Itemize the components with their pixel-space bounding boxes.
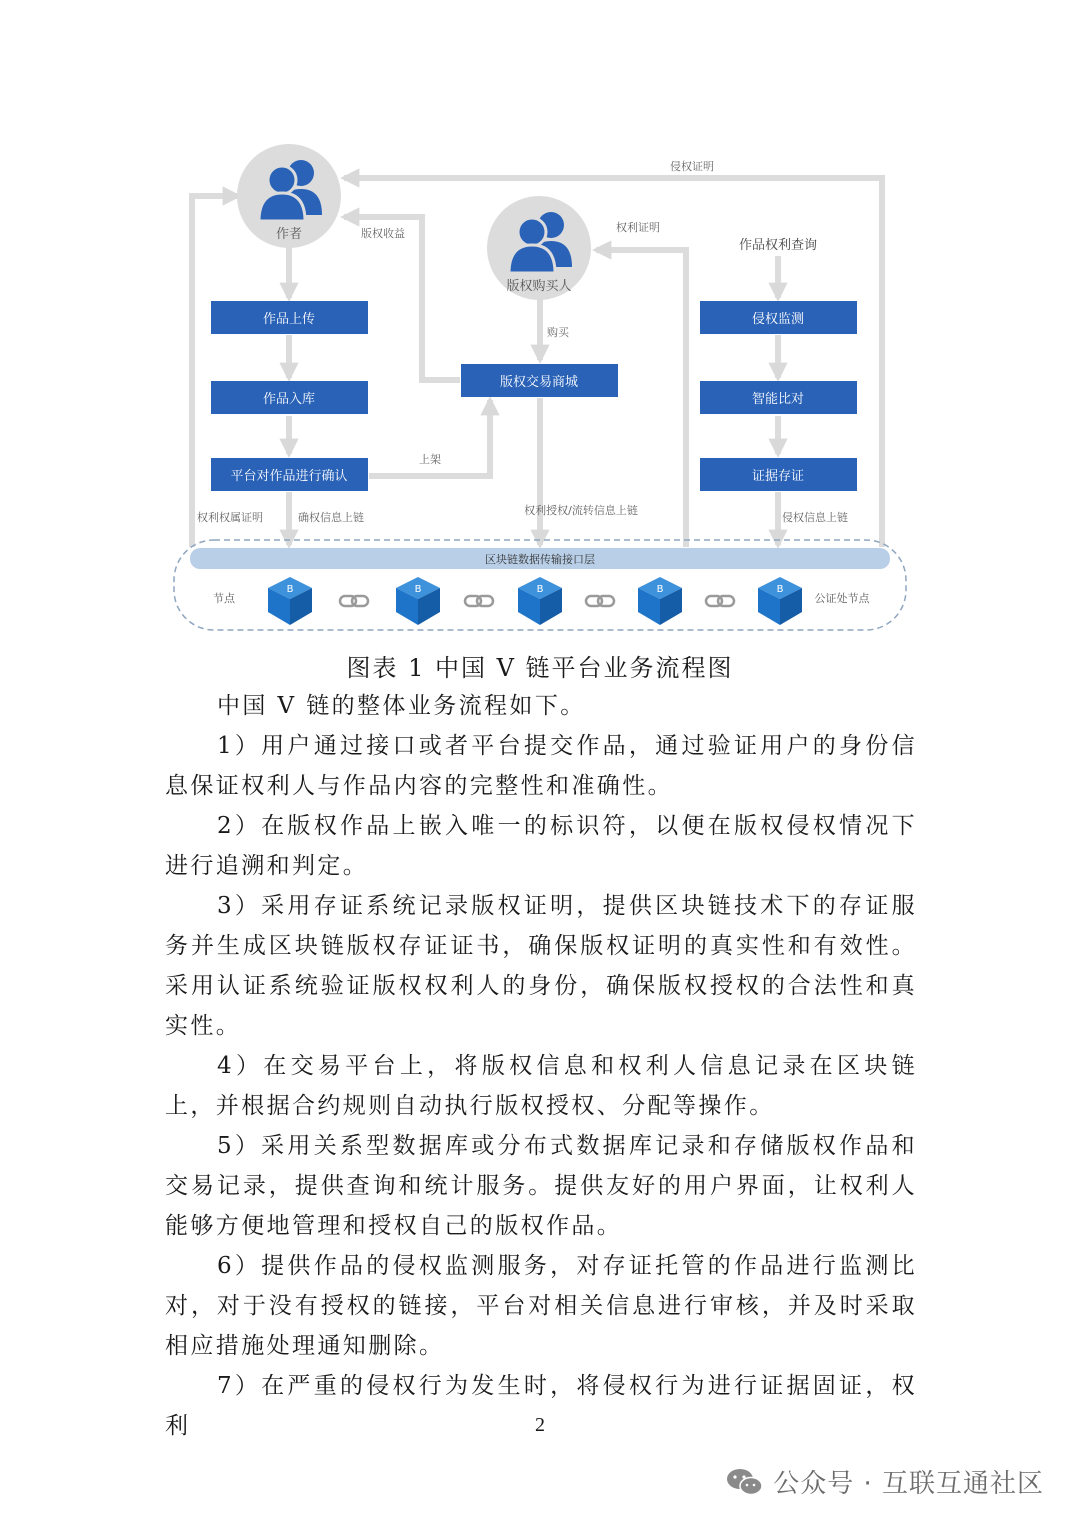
upload-box xyxy=(211,301,368,334)
blockchain-nodes xyxy=(268,577,802,625)
author-label: 作者 xyxy=(275,227,303,242)
copyright-income-label: 版权收益 xyxy=(361,227,405,240)
business-flow-diagram xyxy=(0,0,1080,640)
block-letter: B xyxy=(286,584,294,595)
arrow-rights-ownership xyxy=(192,196,238,547)
arrow-rights-proof xyxy=(596,250,686,547)
svg-text:作品入库: 作品入库 xyxy=(262,392,316,407)
query-label: 作品权利查询 xyxy=(738,238,818,253)
block-letter: B xyxy=(776,584,784,595)
svg-text:平台对作品进行确认: 平台对作品进行确认 xyxy=(230,469,348,484)
chain-link-icon xyxy=(340,596,368,606)
author-node xyxy=(237,144,341,248)
rights-proof-label: 权利证明 xyxy=(616,221,660,234)
purchase-label: 购买 xyxy=(547,326,569,339)
page-number: 2 xyxy=(535,1414,545,1436)
block-cube-icon xyxy=(758,577,802,625)
buyer-node xyxy=(487,196,591,300)
copyright-info-chain-label: 确权信息上链 xyxy=(298,511,364,524)
chain-link-icon xyxy=(586,596,614,606)
paragraph: 3）采用存证系统记录版权证明，提供区块链技术下的存证服务并生成区块链版权存证证书，确保版权证明的真实性和有效性。采用认证系统验证版权权利人的身份，确保版权授权的合法性和真实性。 xyxy=(165,893,917,1039)
paragraph: 4）在交易平台上，将版权信息和权利人信息记录在区块链上，并根据合约规则自动执行版权授权、分配等操作。 xyxy=(165,1053,917,1119)
svg-text:区块链数据传输接口层: 区块链数据传输接口层 xyxy=(485,553,595,566)
watermark-text: 公众号 · 互联互通社区 xyxy=(773,1469,1044,1499)
mall-box xyxy=(461,364,618,397)
block-letter: B xyxy=(536,584,544,595)
block-cube-icon xyxy=(396,577,440,625)
block-letter: B xyxy=(414,584,422,595)
node-label: 节点 xyxy=(213,592,235,605)
block-letter: B xyxy=(656,584,664,595)
paragraph: 1）用户通过接口或者平台提交作品，通过验证用户的身份信息保证权利人与作品内容的完整性和准确性。 xyxy=(165,733,917,799)
listing-label: 上架 xyxy=(419,453,441,466)
chain-link-icon xyxy=(706,596,734,606)
arrow-copyright-income xyxy=(344,217,460,380)
license-circulation-label: 权利授权/流转信息上链 xyxy=(524,504,638,517)
chain-link-icon xyxy=(465,596,493,606)
body-text xyxy=(165,686,917,1446)
block-cube-icon xyxy=(638,577,682,625)
block-cube-icon xyxy=(268,577,312,625)
notary-node-label: 公证处节点 xyxy=(814,592,870,605)
svg-text:智能比对: 智能比对 xyxy=(751,392,805,407)
paragraph: 5）采用关系型数据库或分布式数据库记录和存储版权作品和交易记录，提供查询和统计服务。提供友好的用户界面，让权利人能够方便地管理和授权自己的版权作品。 xyxy=(165,1133,917,1239)
figure-caption: 图表 1 中国 V 链平台业务流程图 xyxy=(346,654,734,682)
confirm-box xyxy=(211,458,368,491)
buyer-label: 版权购买人 xyxy=(506,279,572,294)
rights-ownership-label: 权利权属证明 xyxy=(197,511,263,524)
paragraph: 2）在版权作品上嵌入唯一的标识符，以便在版权侵权情况下进行追溯和判定。 xyxy=(165,813,917,879)
svg-text:证据存证: 证据存证 xyxy=(751,469,805,484)
storage-box xyxy=(211,381,368,414)
paragraph: 中国 V 链的整体业务流程如下。 xyxy=(217,693,586,719)
svg-text:侵权监测: 侵权监测 xyxy=(751,312,805,327)
evidence-box xyxy=(700,458,857,491)
svg-text:版权交易商城: 版权交易商城 xyxy=(499,375,579,390)
infringement-proof-label: 侵权证明 xyxy=(670,160,714,173)
watermark xyxy=(725,1463,1044,1500)
blockchain-layer-bar xyxy=(190,548,890,569)
paragraph: 6）提供作品的侵权监测服务，对存证托管的作品进行监测比对，对于没有授权的链接，平台对相关信息进行审核，并及时采取相应措施处理通知删除。 xyxy=(165,1253,917,1359)
paragraph: 7）在严重的侵权行为发生时，将侵权行为进行证据固证，权利 xyxy=(165,1373,917,1439)
svg-text:作品上传: 作品上传 xyxy=(262,312,316,327)
block-cube-icon xyxy=(518,577,562,625)
monitor-box xyxy=(700,301,857,334)
compare-box xyxy=(700,381,857,414)
infringement-info-chain-label: 侵权信息上链 xyxy=(782,511,848,524)
wechat-icon xyxy=(725,1467,765,1497)
